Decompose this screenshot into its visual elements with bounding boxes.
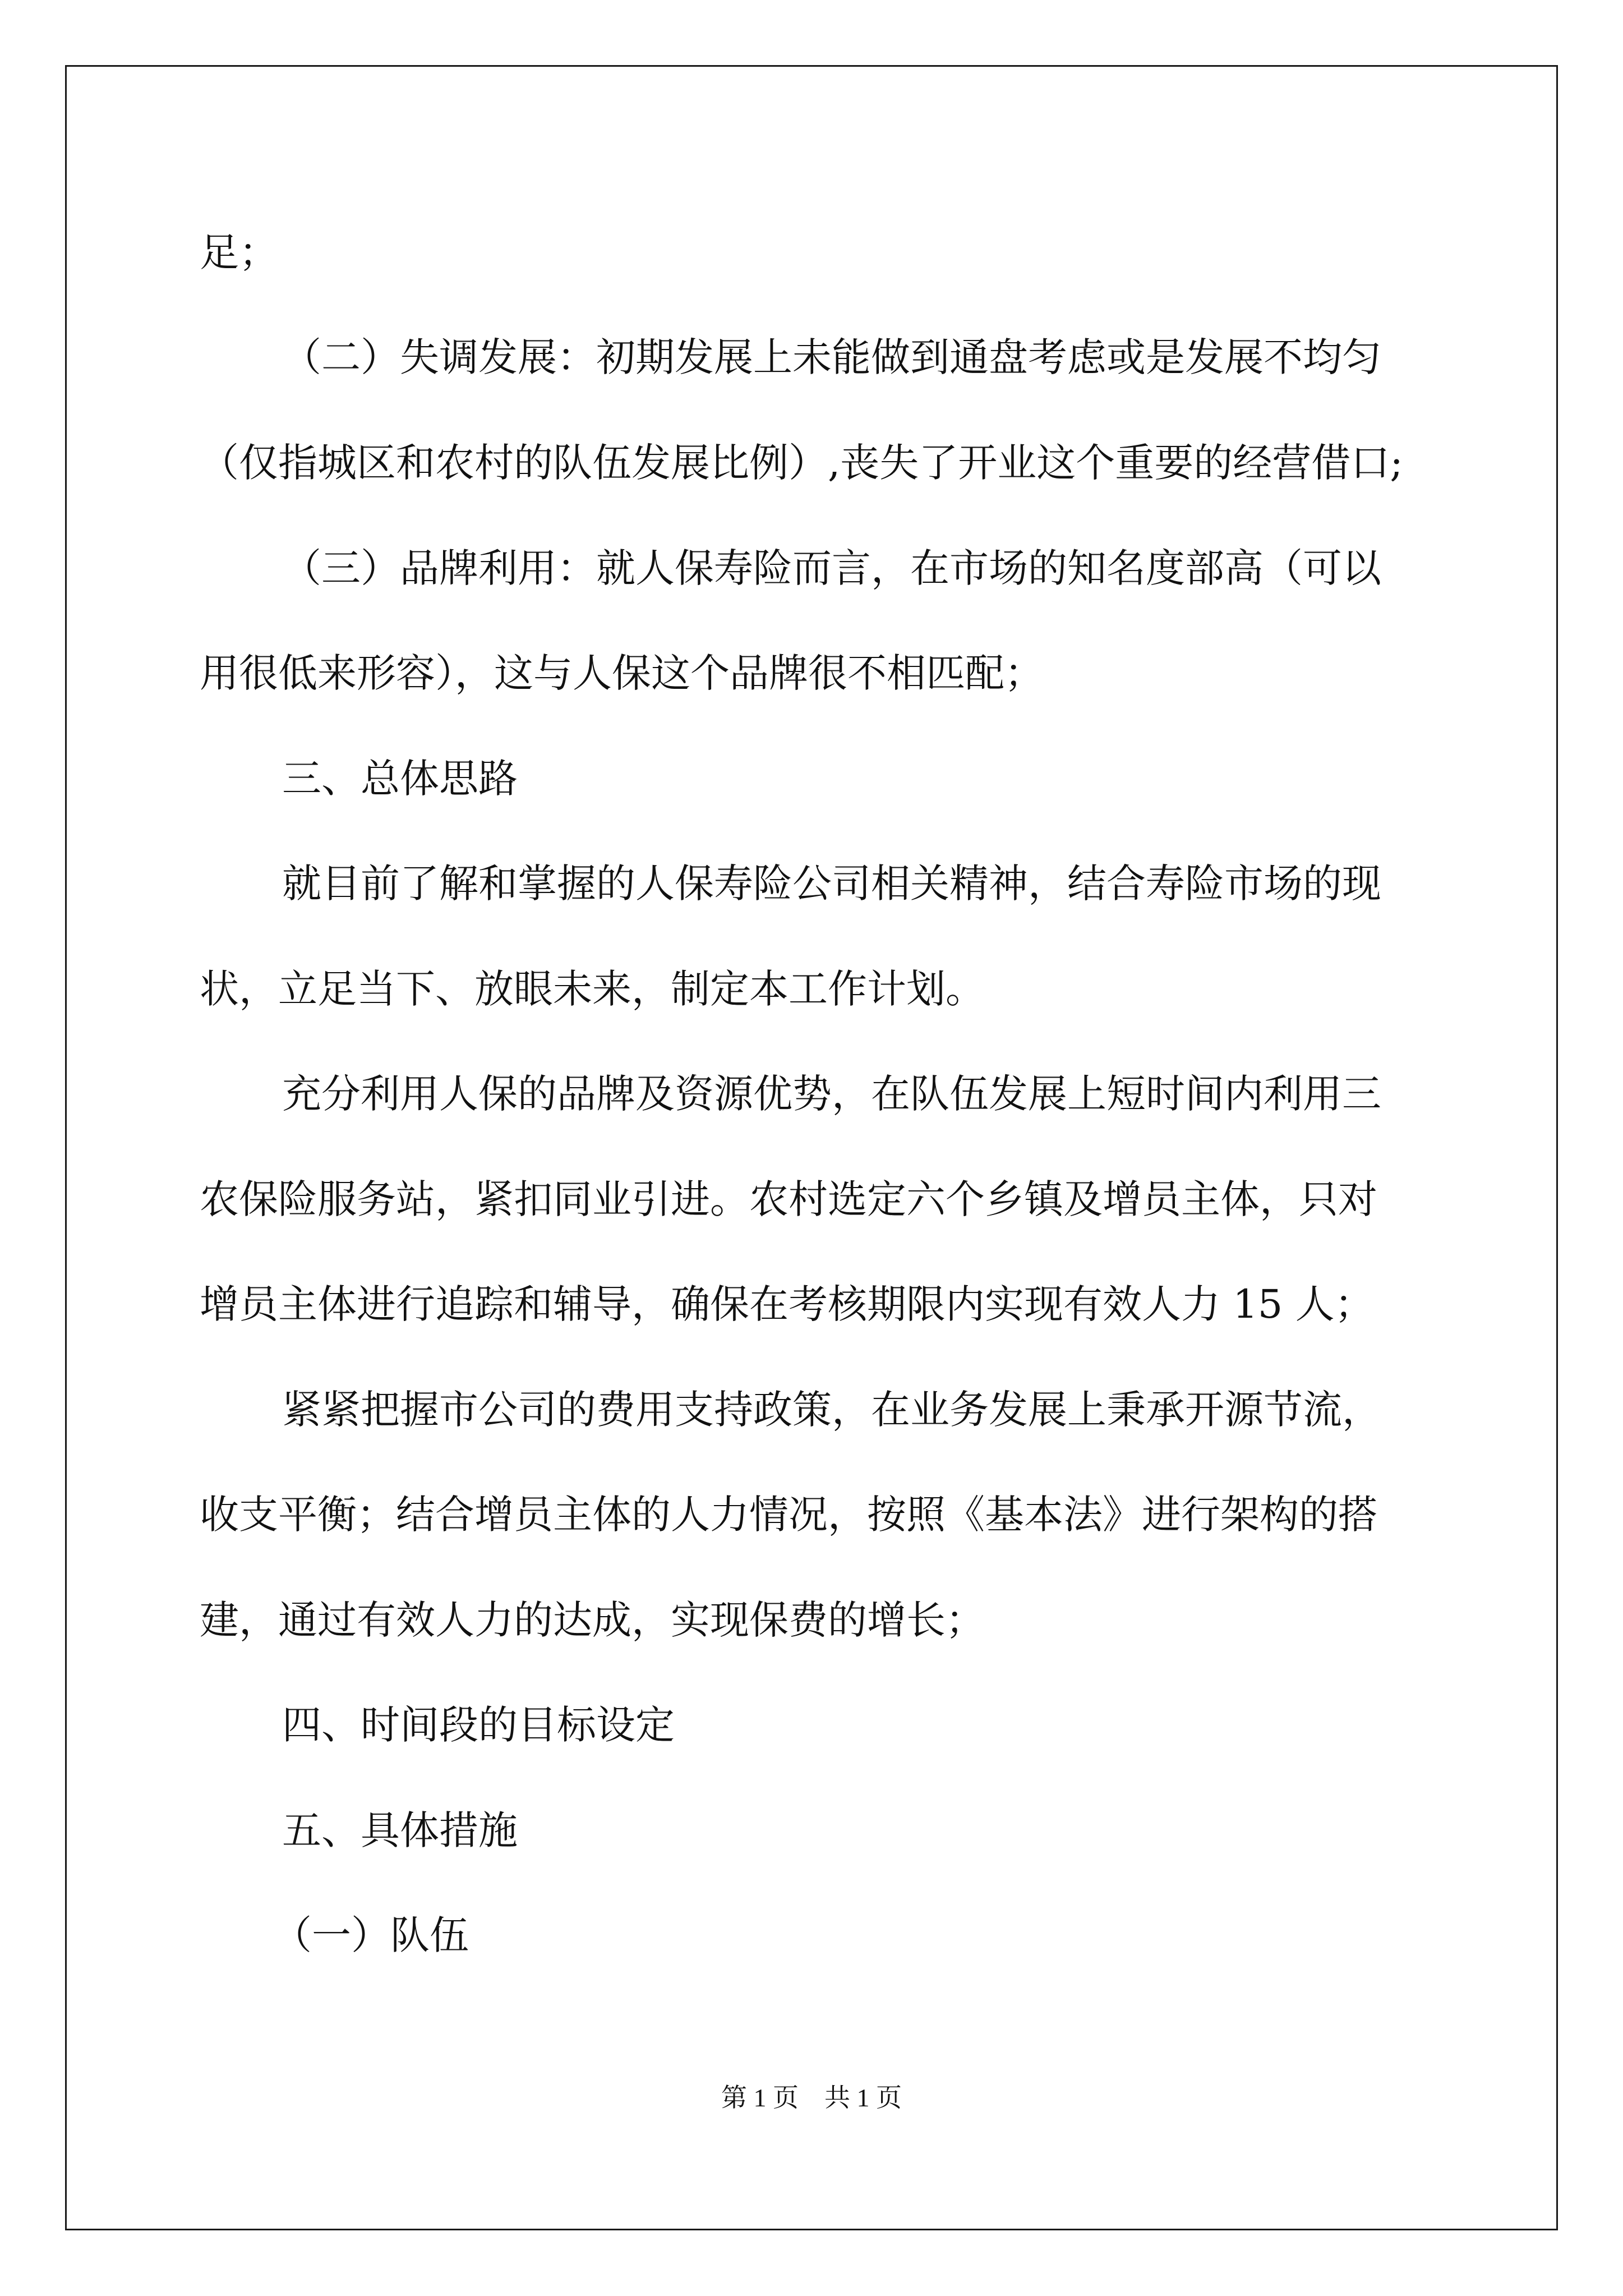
section-heading: 五、具体措施 [282,1807,518,1853]
section-heading: 四、时间段的目标设定 [282,1702,675,1748]
section-heading: 三、总体思路 [282,756,518,802]
page-border [65,65,1558,2230]
paragraph-line: 状，立足当下、放眼未来，制定本工作计划。 [200,966,985,1012]
paragraph-line: （仅指城区和农村的队伍发展比例）,丧失了开业这个重要的经营借口; [200,440,1403,486]
paragraph-line: 用很低来形容），这与人保这个品牌很不相匹配； [200,650,1044,696]
paragraph-line: 收支平衡；结合增员主体的人力情况，按照《基本法》进行架构的搭 [200,1492,1377,1538]
paragraph-line: 充分利用人保的品牌及资源优势，在队伍发展上短时间内利用三 [282,1071,1381,1117]
paragraph-line: （二）失调发展：初期发展上未能做到通盘考虑或是发展不均匀 [282,334,1381,380]
paragraph-line: 农保险服务站，紧扣同业引进。农村选定六个乡镇及增员主体，只对 [200,1176,1377,1222]
page-footer: 第 1 页 共 1 页 [721,2083,902,2112]
paragraph-line: 增员主体进行追踪和辅导，确保在考核期限内实现有效人力 15 人； [200,1281,1374,1327]
paragraph-line: 建，通过有效人力的达成，实现保费的增长； [200,1597,985,1643]
paragraph-line: 足； [200,229,278,275]
subsection-heading: （一）队伍 [273,1912,469,1958]
paragraph-line: 紧紧把握市公司的费用支持政策，在业务发展上秉承开源节流， [282,1387,1381,1433]
paragraph-line: （三）品牌利用：就人保寿险而言，在市场的知名度部高（可以 [282,545,1381,591]
paragraph-line: 就目前了解和掌握的人保寿险公司相关精神，结合寿险市场的现 [282,861,1381,907]
